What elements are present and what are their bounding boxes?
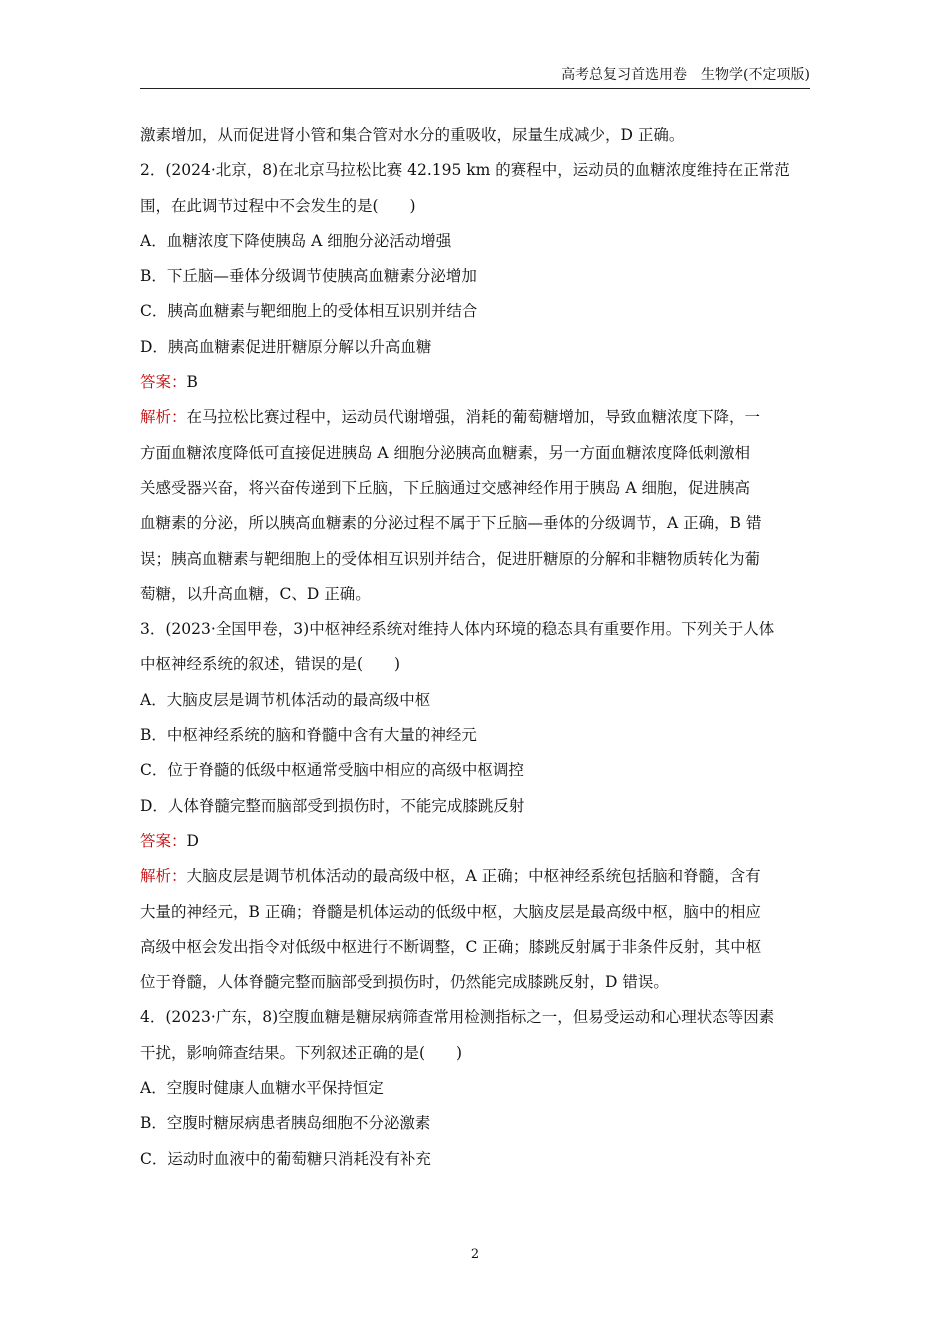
line-text: D [186,831,199,850]
line-text: 大量的神经元，B 正确；脊髓是机体运动的低级中枢，大脑皮层是最高级中枢，脑中的相应 [140,902,761,921]
text-line [140,1071,810,1106]
page-header [140,64,810,89]
line-text: B．空腹时糖尿病患者胰岛细胞不分泌激素 [140,1114,431,1133]
text-line [140,965,810,1000]
text-line [140,1000,810,1035]
text-line [140,259,810,294]
text-line [140,471,810,506]
text-line [140,330,810,365]
line-text: 围，在此调节过程中不会发生的是( ) [140,196,416,215]
text-line [140,683,810,718]
text-line [140,612,810,647]
line-text: 血糖素的分泌，所以胰高血糖素的分泌过程不属于下丘脑—垂体的分级调节，A 正确，B 错 [140,514,762,533]
line-text: C．位于脊髓的低级中枢通常受脑中相应的高级中枢调控 [140,761,524,780]
text-line [140,1142,810,1177]
text-line [140,789,810,824]
text-line [140,1036,810,1071]
line-text: 位于脊髓，人体脊髓完整而脑部受到损伤时，仍然能完成膝跳反射，D 错误。 [140,973,669,992]
text-line [140,118,810,153]
line-text: 激素增加，从而促进肾小管和集合管对水分的重吸收，尿量生成减少，D 正确。 [140,126,685,144]
line-text: C．胰高血糖素与靶细胞上的受体相互识别并结合 [140,302,478,321]
page-number: 2 [470,1247,480,1262]
text-line [140,436,810,471]
answer-line [140,824,810,859]
text-line [140,153,810,188]
text-line [140,294,810,329]
line-text: 方面血糖浓度降低可直接促进胰岛 A 细胞分泌胰高血糖素，另一方面血糖浓度降低刺激相 [140,443,751,462]
line-text: D．人体脊髓完整而脑部受到损伤时，不能完成膝跳反射 [140,796,525,815]
text-line [140,753,810,788]
line-text: 中枢神经系统的叙述，错误的是( ) [140,655,401,674]
text-line [140,930,810,965]
line-text: A．空腹时健康人血糖水平保持恒定 [140,1079,384,1098]
text-line [140,189,810,224]
line-text: 2．(2024·北京，8)在北京马拉松比赛 42.195 km 的赛程中，运动员的血糖浓度维持在正常范 [140,161,790,180]
line-text: 萄糖，以升高血糖，C、D 正确。 [140,584,371,603]
analysis-label: 解析： [140,408,187,427]
analysis-label: 解析： [140,867,187,886]
line-text: 3．(2023·全国甲卷，3)中枢神经系统对维持人体内环境的稳态具有重要作用。下列关于人体 [140,620,775,639]
line-text: C．运动时血液中的葡萄糖只消耗没有补充 [140,1149,431,1168]
line-text: B．中枢神经系统的脑和脊髓中含有大量的神经元 [140,726,477,745]
line-text: 误；胰高血糖素与靶细胞上的受体相互识别并结合，促进肝糖原的分解和非糖物质转化为葡 [140,549,761,568]
line-text: 干扰，影响筛查结果。下列叙述正确的是( ) [140,1043,463,1062]
text-line [140,647,810,682]
answer-line [140,365,810,400]
line-text: A．大脑皮层是调节机体活动的最高级中枢 [140,690,431,709]
header-title: 高考总复习首选用卷 生物学(不定项版) [561,67,810,83]
line-text: 在马拉松比赛过程中，运动员代谢增强，消耗的葡萄糖增加，导致血糖浓度下降，一 [186,408,761,427]
text-line [140,718,810,753]
text-line [140,895,810,930]
answer-label: 答案： [140,831,187,850]
line-text: B．下丘脑—垂体分级调节使胰高血糖素分泌增加 [140,267,477,286]
line-text: 大脑皮层是调节机体活动的最高级中枢，A 正确；中枢神经系统包括脑和脊髓，含有 [186,867,761,886]
text-line [140,506,810,541]
page-footer [0,1247,950,1262]
answer-label: 答案： [140,373,187,392]
analysis-line [140,859,810,894]
text-line [140,224,810,259]
text-line [140,577,810,612]
line-text: D．胰高血糖素促进肝糖原分解以升高血糖 [140,337,432,356]
line-text: 关感受器兴奋，将兴奋传递到下丘脑，下丘脑通过交感神经作用于胰岛 A 细胞，促进胰高 [140,478,751,497]
text-line [140,542,810,577]
document-body [140,118,810,1177]
line-text: 高级中枢会发出指令对低级中枢进行不断调整，C 正确；膝跳反射属于非条件反射，其中枢 [140,937,762,956]
line-text: A．血糖浓度下降使胰岛 A 细胞分泌活动增强 [140,231,452,250]
analysis-line [140,400,810,435]
text-line [140,1106,810,1141]
line-text: 4．(2023·广东，8)空腹血糖是糖尿病筛查常用检测指标之一，但易受运动和心理状态等因素 [140,1008,775,1027]
line-text: B [186,373,198,392]
